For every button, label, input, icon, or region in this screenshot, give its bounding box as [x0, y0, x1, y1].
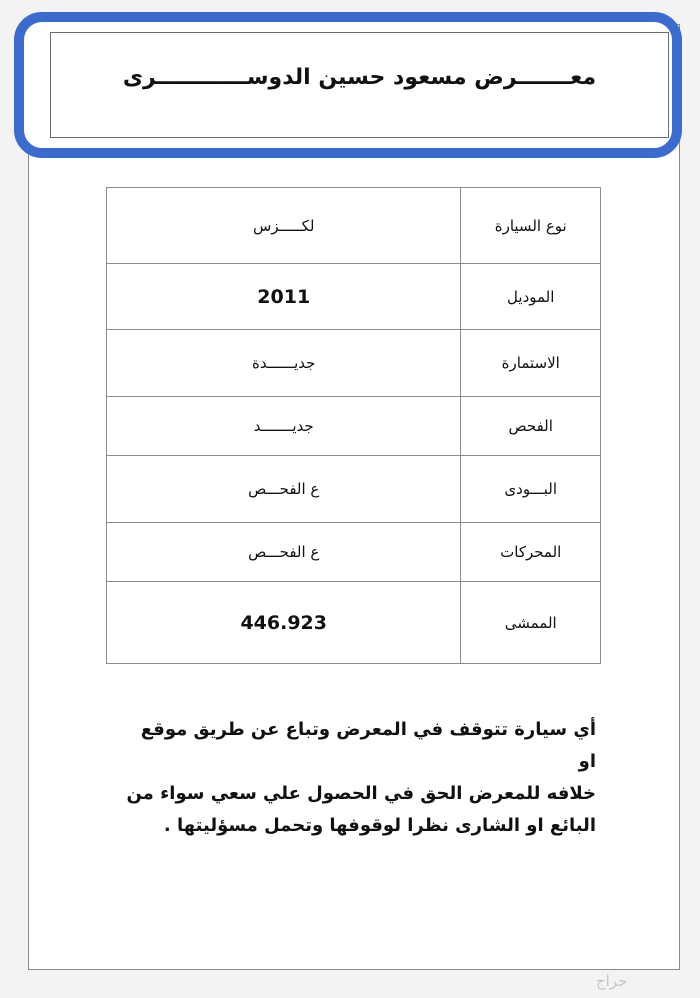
disclaimer-line-3: البائع او الشارى نظرا لوقوفها وتحمل مسؤليتها . — [163, 815, 596, 836]
showroom-title: معـــــــرض مسعود حسين الدوســــــــــــرى — [122, 65, 597, 90]
table-row — [107, 264, 601, 330]
spec-label-inspection: الفحص — [461, 397, 601, 456]
disclaimer-note — [118, 714, 596, 842]
table-row — [107, 523, 601, 582]
table-row — [107, 582, 601, 664]
spec-label-model: الموديل — [461, 264, 601, 330]
spec-value-car-type: لكـــــزس — [107, 188, 461, 264]
watermark-logo: حراج — [596, 972, 628, 990]
car-specs-table — [106, 187, 601, 664]
spec-value-engine: ع الفحـــص — [107, 523, 461, 582]
spec-label-mileage: الممشى — [461, 582, 601, 664]
table-row — [107, 188, 601, 264]
spec-label-car-type: نوع السيارة — [461, 188, 601, 264]
spec-value-body: ع الفحـــص — [107, 456, 461, 523]
disclaimer-line-2: خلافه للمعرض الحق في الحصول علي سعي سواء من — [126, 783, 596, 804]
disclaimer-line-1: أي سيارة تتوقف في المعرض وتباع عن طريق موقع او — [140, 719, 596, 772]
spec-value-inspection: جديـــــــد — [107, 397, 461, 456]
spec-label-registration: الاستمارة — [461, 330, 601, 397]
spec-value-mileage: 446.923 — [107, 582, 461, 664]
spec-label-engine: المحركات — [461, 523, 601, 582]
header-box — [50, 32, 669, 138]
spec-value-model: 2011 — [107, 264, 461, 330]
table-row — [107, 397, 601, 456]
table-row — [107, 330, 601, 397]
spec-label-body: البـــودى — [461, 456, 601, 523]
spec-value-registration: جديــــــدة — [107, 330, 461, 397]
table-row — [107, 456, 601, 523]
